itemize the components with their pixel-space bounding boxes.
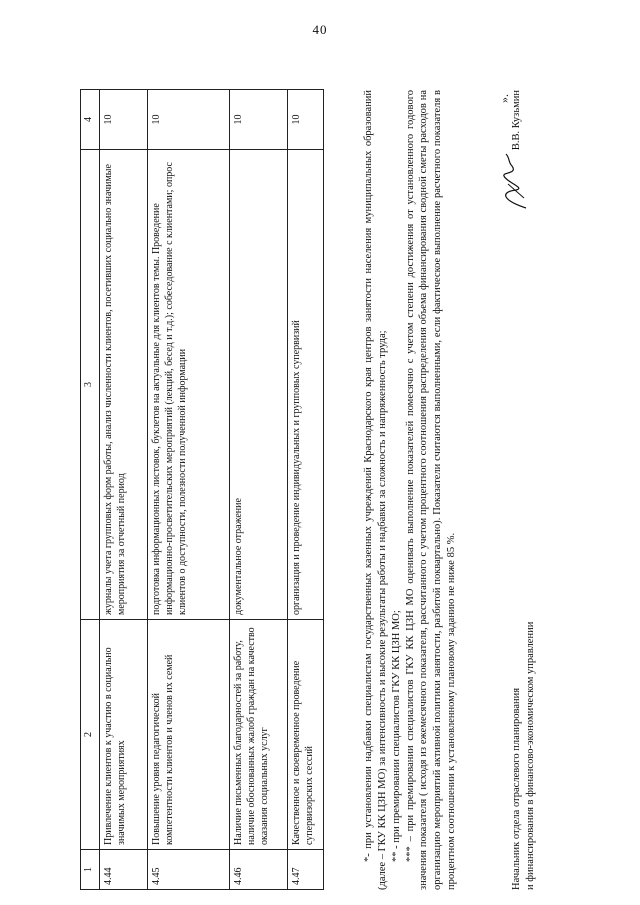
method-cell: организация и проведение индивидуальных и групповых супервизий (288, 150, 324, 620)
row-number: 4.45 (148, 850, 230, 890)
table-row (148, 90, 230, 890)
indicator-cell: Наличие письменных благодарностей за работу, наличие обоснованных жалоб граждан на качество оказания социальных услуг (230, 620, 288, 850)
signer-name: В.В. Кузьмин (511, 90, 522, 151)
closing-quote: ». (497, 94, 511, 103)
signature-block (496, 90, 556, 890)
points-cell: 10 (148, 90, 230, 150)
indicator-cell: Повышение уровня педагогической компетентности клиентов и членов их семей (148, 620, 230, 850)
rotated-document-body (80, 90, 560, 890)
table-row (100, 90, 148, 890)
points-cell: 10 (288, 90, 324, 150)
signer-position-line: Начальник отдела отраслевого планирования (511, 687, 522, 890)
method-cell: подготовка информационных листовок, буклетов на актуальные для клиентов темы. Проведение информационно-просветительских мероприятий (лекций, бесед и т.д.); собеседование с клиентами; опрос клиентов о доступности, полезности полученной информации (148, 150, 230, 620)
page-number: 40 (312, 22, 328, 37)
footnotes (362, 90, 459, 890)
indicator-cell: Привлечение клиентов к участию в социально значимых мероприятиях (100, 620, 148, 850)
signer-position-line: и финансирования в финансово-экономическом управлении (525, 621, 537, 890)
table-row (230, 90, 288, 890)
handwritten-signature (496, 152, 532, 212)
footnote-triple-star: *** – при премировании специалистов ГКУ КК ЦЗН МО оценивать выполнение показателей помесячно с учетом степени достижения от установленного годового значения показателя ( исходя из ежемесячного показателя, рассчитанного с учетом процентного соотношения распределения объема финансирования сводной сметы расходов на организацию мероприятий активной политики занятости, разбитой поквартально). Показатели считаются выполненными, если фактическое выполнение расчетного показателя в процентном соотношении к установленному плановому заданию не ниже 85 %. (404, 90, 458, 890)
row-number: 4.44 (100, 850, 148, 890)
row-number: 4.46 (230, 850, 288, 890)
criteria-table (80, 89, 324, 890)
footnote-single-star: *- при установлении надбавки специалистам государственных казенных учреждений Краснодарского края центров занятости населения муниципальных образований (далее – ГКУ КК ЦЗН МО) за интенсивность и высокие результаты работы и надбавки за сложность и напряженность труда; (363, 90, 388, 890)
points-cell: 10 (100, 90, 148, 150)
method-cell: журналы учета групповых форм работы, анализ численности клиентов, посетивших социально значимые мероприятия за отчетный период (100, 150, 148, 620)
points-cell: 10 (230, 90, 288, 150)
footnote-double-star: ** - при премировании специалистов ГКУ КК ЦЗН МО; (390, 610, 402, 862)
row-number: 4.47 (288, 850, 324, 890)
header-cell: 4 (81, 90, 100, 150)
header-cell: 2 (81, 620, 100, 850)
table-header-row (81, 90, 100, 890)
indicator-cell: Качественное и своевременное проведение супервизорских сессий (288, 620, 324, 850)
signer-position (510, 622, 538, 890)
header-cell: 1 (81, 850, 100, 890)
method-cell: документальное отражение (230, 150, 288, 620)
table-row (288, 90, 324, 890)
header-cell: 3 (81, 150, 100, 620)
